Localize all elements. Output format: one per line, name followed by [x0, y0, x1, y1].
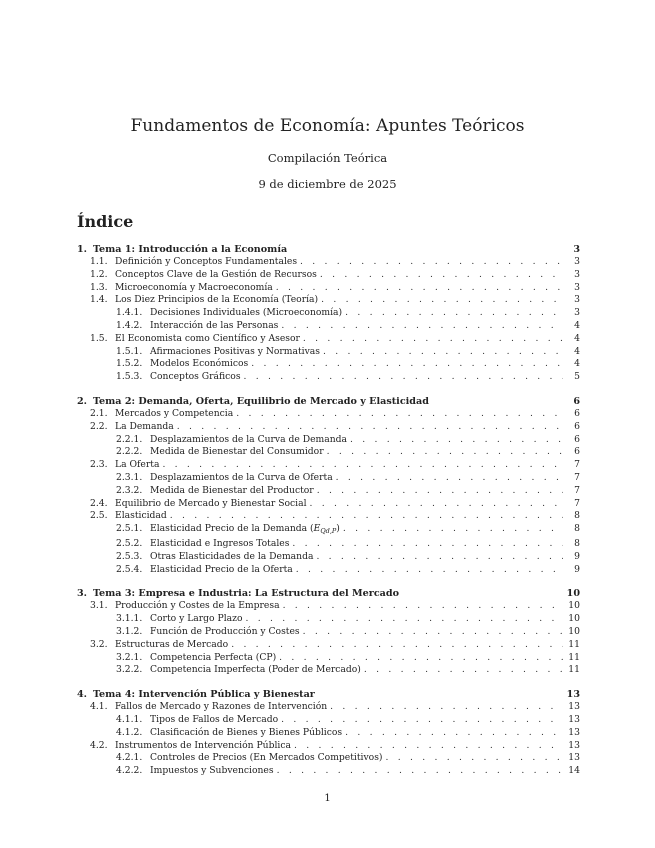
toc-entry-label-text: Estructuras de Mercado	[115, 638, 229, 650]
toc-entry-subsection[interactable]	[77, 346, 580, 359]
toc-math-symbol: E	[313, 523, 321, 535]
toc-entry-subsection[interactable]	[77, 485, 580, 498]
toc-section	[77, 243, 580, 384]
toc-entry-subsection[interactable]	[77, 320, 580, 333]
toc-entry-label	[150, 765, 274, 778]
toc-entry-label-text: Clasificación de Bienes y Bienes Públicos	[150, 726, 343, 738]
toc-entry-number: 2.1.	[90, 407, 108, 419]
toc-entry-number: 2.3.1.	[116, 471, 143, 483]
toc-entry-section[interactable]	[77, 256, 580, 269]
toc-entry-section[interactable]	[77, 701, 580, 714]
toc-entry-label	[115, 639, 228, 652]
toc-entry-label: Tema 2: Demanda, Oferta, Equilibrio de Mercado y Elasticidad	[93, 395, 429, 407]
toc-entry-label-text: Otras Elasticidades de la Demanda	[150, 550, 314, 562]
toc-entry-label	[150, 434, 347, 447]
toc-entry-page: 7	[574, 459, 580, 471]
toc-leader-dots	[350, 434, 563, 447]
toc-entry-page: 3	[574, 256, 580, 267]
toc-entry-subsection[interactable]	[77, 626, 580, 639]
toc-entry-label	[150, 485, 314, 498]
toc-entry-label-text: Elasticidad Precio de la Oferta	[150, 563, 293, 575]
toc-entry-number: 2.5.1.	[116, 523, 143, 535]
table-of-contents	[77, 243, 580, 789]
toc-leader-dots	[279, 652, 563, 665]
toc-entry-number: 3.1.1.	[116, 613, 143, 625]
toc-entry-page: 11	[568, 664, 580, 676]
toc-leader-dots	[244, 371, 563, 384]
toc-entry-label	[115, 294, 318, 307]
toc-entry-page: 6	[574, 433, 580, 445]
toc-entry-label: Tema 1: Introducción a la Economía	[93, 244, 288, 255]
toc-entry-number: 4.1.1.	[116, 713, 143, 725]
toc-leader-dots	[177, 421, 563, 434]
toc-entry-number: 1.1.	[90, 256, 108, 267]
toc-entry-label-text: Microeconomía y Macroeconomía	[115, 281, 273, 293]
toc-entry-label-text: Interacción de las Personas	[150, 319, 279, 331]
toc-leader-dots	[281, 714, 563, 727]
toc-entry-section[interactable]	[77, 600, 580, 613]
toc-entry-page: 10	[566, 588, 580, 600]
toc-entry-section[interactable]	[77, 269, 580, 282]
toc-entry-label	[150, 564, 293, 577]
toc-entry-label	[115, 600, 280, 613]
toc-leader-dots	[386, 752, 563, 765]
toc-leader-dots	[345, 307, 563, 320]
toc-entry-page: 7	[574, 497, 580, 509]
toc-entry-label	[115, 333, 300, 346]
toc-entry-number: 1.2.	[90, 268, 108, 280]
toc-entry-number: 4.2.1.	[116, 752, 143, 764]
toc-entry-section[interactable]	[77, 510, 580, 523]
toc-entry-label	[115, 459, 159, 472]
toc-entry-subsection[interactable]	[77, 564, 580, 577]
toc-leader-dots	[323, 346, 563, 359]
toc-entry-label-text: Afirmaciones Positivas y Normativas	[150, 345, 320, 357]
toc-entry-label-text: Los Diez Principios de la Economía (Teoría)	[115, 294, 319, 306]
toc-entry-label-text: Equilibrio de Mercado y Bienestar Social	[115, 497, 307, 509]
toc-entry-label-text: Producción y Costes de la Empresa	[115, 600, 280, 612]
toc-entry-subsection[interactable]	[77, 307, 580, 320]
toc-entry-label-text: Instrumentos de Intervención Pública	[115, 739, 291, 751]
toc-entry-number: 2.2.1.	[116, 433, 143, 445]
document-date: 9 de diciembre de 2025	[258, 177, 397, 191]
toc-entry-label	[150, 320, 278, 333]
toc-entry-section[interactable]	[77, 498, 580, 511]
toc-entry-subsection[interactable]	[77, 446, 580, 459]
toc-entry-label-text: Controles de Precios (En Mercados Competitivos)	[150, 752, 383, 764]
toc-entry-page: 9	[574, 550, 580, 562]
toc-entry-number: 4.1.	[90, 701, 108, 713]
toc-math-subscript: Qd,P	[320, 527, 337, 536]
toc-entry-subsection[interactable]	[77, 727, 580, 740]
toc-entry-page: 13	[568, 701, 580, 713]
toc-entry-chapter[interactable]	[77, 688, 580, 701]
toc-entry-number: 1.	[77, 244, 88, 255]
toc-entry-label	[150, 371, 241, 384]
toc-entry-page: 4	[574, 345, 580, 357]
toc-entry-page: 6	[574, 446, 580, 458]
toc-entry-label-text: Elasticidad	[115, 510, 167, 522]
toc-leader-dots	[292, 538, 563, 551]
toc-entry-label	[150, 523, 340, 538]
toc-entry-subsection[interactable]	[77, 358, 580, 371]
toc-entry-label-text: Elasticidad Precio de la Demanda (	[150, 523, 314, 535]
toc-entry-label	[115, 256, 297, 269]
toc-entry-label-text: Conceptos Clave de la Gestión de Recursos	[115, 268, 317, 280]
toc-entry-label-text: Tipos de Fallos de Mercado	[150, 713, 279, 725]
toc-entry-number: 2.5.	[90, 510, 108, 522]
toc-entry-page: 3	[573, 244, 580, 255]
toc-entry-page: 5	[574, 371, 580, 383]
toc-entry-label: Tema 3: Empresa e Industria: La Estructura del Mercado	[93, 588, 399, 600]
toc-entry-number: 2.	[77, 395, 88, 407]
toc-entry-label	[115, 498, 307, 511]
toc-leader-dots	[251, 358, 563, 371]
toc-entry-label	[150, 613, 242, 626]
toc-entry-label-text: El Economista como Científico y Asesor	[115, 332, 300, 344]
toc-entry-label	[150, 752, 383, 765]
toc-leader-dots	[364, 664, 563, 677]
toc-entry-label	[150, 714, 278, 727]
toc-entry-label	[115, 421, 174, 434]
toc-section	[77, 587, 580, 677]
toc-entry-section[interactable]	[77, 408, 580, 421]
toc-entry-label-text: La Oferta	[115, 459, 160, 471]
toc-entry-page: 6	[573, 395, 580, 407]
toc-entry-page: 3	[574, 294, 580, 306]
toc-entry-number: 1.5.3.	[116, 371, 143, 383]
toc-entry-label	[115, 282, 273, 295]
toc-entry-subsection[interactable]	[77, 523, 580, 538]
toc-leader-dots	[300, 256, 563, 269]
toc-entry-page: 4	[574, 319, 580, 331]
toc-entry-number: 2.5.4.	[116, 563, 143, 575]
document-subtitle: Compilación Teórica	[267, 151, 388, 165]
toc-entry-label	[115, 408, 233, 421]
toc-entry-page: 8	[574, 523, 580, 535]
toc-entry-page: 14	[568, 765, 580, 777]
toc-entry-label-text: Medida de Bienestar del Consumidor	[150, 446, 324, 458]
toc-leader-dots	[277, 765, 563, 778]
toc-entry-label	[150, 307, 342, 320]
toc-leader-dots	[330, 701, 563, 714]
toc-entry-label-text: Modelos Económicos	[150, 358, 249, 370]
toc-section	[77, 688, 580, 778]
toc-entry-number: 2.2.2.	[116, 446, 143, 458]
toc-entry-section[interactable]	[77, 639, 580, 652]
toc-entry-label	[115, 269, 317, 282]
toc-entry-label-text: Elasticidad e Ingresos Totales	[150, 537, 290, 549]
toc-entry-section[interactable]	[77, 294, 580, 307]
toc-entry-label	[150, 664, 361, 677]
toc-leader-dots	[303, 626, 563, 639]
toc-leader-dots	[345, 727, 563, 740]
toc-entry-chapter[interactable]	[77, 243, 580, 256]
toc-entry-page: 8	[574, 510, 580, 522]
toc-entry-number: 1.4.2.	[116, 319, 143, 331]
toc-leader-dots	[236, 408, 563, 421]
toc-entry-page: 10	[568, 625, 580, 637]
toc-entry-number: 2.5.2.	[116, 537, 143, 549]
toc-entry-chapter[interactable]	[77, 587, 580, 600]
toc-entry-number: 1.5.2.	[116, 358, 143, 370]
toc-entry-label	[115, 701, 327, 714]
toc-entry-number: 3.1.	[90, 600, 108, 612]
toc-entry-chapter[interactable]	[77, 395, 580, 408]
toc-entry-page: 11	[568, 638, 580, 650]
toc-entry-label	[150, 358, 248, 371]
toc-entry-subsection[interactable]	[77, 371, 580, 384]
toc-entry-subsection[interactable]	[77, 752, 580, 765]
toc-entry-label-text: Medida de Bienestar del Productor	[150, 484, 314, 496]
toc-entry-subsection[interactable]	[77, 765, 580, 778]
toc-entry-label-text: Desplazamientos de la Curva de Demanda	[150, 433, 348, 445]
toc-entry-page: 13	[568, 752, 580, 764]
toc-entry-label	[150, 551, 313, 564]
toc-leader-dots	[310, 498, 563, 511]
toc-entry-subsection[interactable]	[77, 551, 580, 564]
toc-entry-number: 2.3.2.	[116, 484, 143, 496]
toc-entry-number: 2.4.	[90, 497, 108, 509]
toc-entry-page: 13	[568, 739, 580, 751]
page-number: 1	[324, 793, 331, 804]
toc-entry-label: Tema 4: Intervención Pública y Bienestar	[93, 689, 315, 701]
toc-entry-number: 2.5.3.	[116, 550, 143, 562]
toc-entry-page: 8	[574, 537, 580, 549]
toc-entry-page: 13	[568, 726, 580, 738]
toc-entry-section[interactable]	[77, 459, 580, 472]
toc-entry-page: 13	[568, 713, 580, 725]
toc-entry-section[interactable]	[77, 333, 580, 346]
toc-entry-page: 9	[574, 563, 580, 575]
toc-entry-number: 1.4.	[90, 294, 108, 306]
toc-entry-number: 3.2.2.	[116, 664, 143, 676]
toc-entry-number: 3.2.1.	[116, 651, 143, 663]
toc-entry-page: 10	[568, 600, 580, 612]
toc-entry-subsection[interactable]	[77, 664, 580, 677]
toc-leader-dots	[276, 282, 563, 295]
toc-entry-section[interactable]	[77, 740, 580, 753]
toc-entry-number: 4.	[77, 689, 88, 701]
toc-math-close: )	[336, 523, 340, 535]
toc-entry-page: 11	[568, 651, 580, 663]
toc-entry-page: 3	[574, 281, 580, 293]
toc-entry-label	[115, 740, 291, 753]
toc-entry-subsection[interactable]	[77, 472, 580, 485]
toc-heading: Índice	[77, 212, 134, 231]
toc-entry-label-text: Conceptos Gráficos	[150, 371, 241, 383]
toc-entry-label-text: Fallos de Mercado y Razones de Intervención	[115, 701, 328, 713]
toc-leader-dots	[320, 269, 563, 282]
toc-entry-page: 4	[574, 332, 580, 344]
toc-entry-number: 3.2.	[90, 638, 108, 650]
toc-leader-dots	[296, 564, 563, 577]
toc-entry-label	[150, 538, 289, 551]
toc-entry-label-text: Decisiones Individuales (Microeconomía)	[150, 307, 343, 319]
toc-entry-label-text: Impuestos y Subvenciones	[150, 765, 274, 777]
toc-leader-dots	[162, 459, 563, 472]
toc-entry-page: 10	[568, 613, 580, 625]
toc-entry-number: 3.1.2.	[116, 625, 143, 637]
toc-entry-section[interactable]	[77, 421, 580, 434]
toc-entry-page: 3	[574, 268, 580, 280]
toc-entry-number: 4.1.2.	[116, 726, 143, 738]
toc-leader-dots	[321, 294, 563, 307]
toc-entry-number: 1.3.	[90, 281, 108, 293]
toc-entry-page: 13	[566, 689, 580, 701]
toc-entry-subsection[interactable]	[77, 652, 580, 665]
toc-entry-subsection[interactable]	[77, 434, 580, 447]
toc-entry-number: 1.4.1.	[116, 307, 143, 319]
toc-entry-label-text: Definición y Conceptos Fundamentales	[115, 256, 298, 267]
toc-entry-number: 4.2.2.	[116, 765, 143, 777]
toc-entry-page: 3	[574, 307, 580, 319]
toc-entry-label	[150, 727, 342, 740]
toc-leader-dots	[303, 333, 563, 346]
toc-entry-label-text: Corto y Largo Plazo	[150, 613, 243, 625]
toc-entry-label	[150, 652, 276, 665]
toc-leader-dots	[316, 551, 563, 564]
document-title: Fundamentos de Economía: Apuntes Teóricos	[130, 116, 525, 136]
toc-entry-label	[150, 626, 300, 639]
toc-entry-label-text: Competencia Imperfecta (Poder de Mercado)	[150, 664, 361, 676]
toc-entry-subsection[interactable]	[77, 538, 580, 551]
toc-leader-dots	[317, 485, 563, 498]
toc-section	[77, 395, 580, 576]
toc-entry-label-text: Competencia Perfecta (CP)	[150, 651, 277, 663]
toc-leader-dots	[327, 446, 563, 459]
toc-leader-dots	[343, 523, 563, 536]
toc-entry-page: 7	[574, 471, 580, 483]
toc-entry-label-text: Función de Producción y Costes	[150, 625, 300, 637]
toc-entry-page: 6	[574, 407, 580, 419]
toc-entry-subsection[interactable]	[77, 613, 580, 626]
toc-leader-dots	[294, 740, 563, 753]
toc-entry-label	[150, 346, 320, 359]
toc-entry-page: 7	[574, 484, 580, 496]
toc-entry-label-text: Mercados y Competencia	[115, 407, 234, 419]
toc-entry-label	[150, 446, 324, 459]
toc-entry-number: 3.	[77, 588, 88, 600]
toc-leader-dots	[283, 600, 563, 613]
toc-entry-label-text: La Demanda	[115, 420, 174, 432]
toc-entry-label	[115, 510, 167, 523]
toc-leader-dots	[231, 639, 563, 652]
toc-entry-label	[150, 472, 333, 485]
toc-entry-page: 6	[574, 420, 580, 432]
toc-entry-number: 4.2.	[90, 739, 108, 751]
toc-entry-page: 4	[574, 358, 580, 370]
toc-leader-dots	[336, 472, 563, 485]
toc-leader-dots	[245, 613, 563, 626]
toc-entry-number: 1.5.	[90, 332, 108, 344]
toc-entry-number: 2.3.	[90, 459, 108, 471]
toc-leader-dots	[170, 510, 563, 523]
toc-entry-number: 1.5.1.	[116, 345, 143, 357]
toc-leader-dots	[281, 320, 563, 333]
toc-entry-number: 2.2.	[90, 420, 108, 432]
toc-entry-section[interactable]	[77, 282, 580, 295]
toc-entry-label-text: Desplazamientos de la Curva de Oferta	[150, 471, 333, 483]
toc-entry-subsection[interactable]	[77, 714, 580, 727]
